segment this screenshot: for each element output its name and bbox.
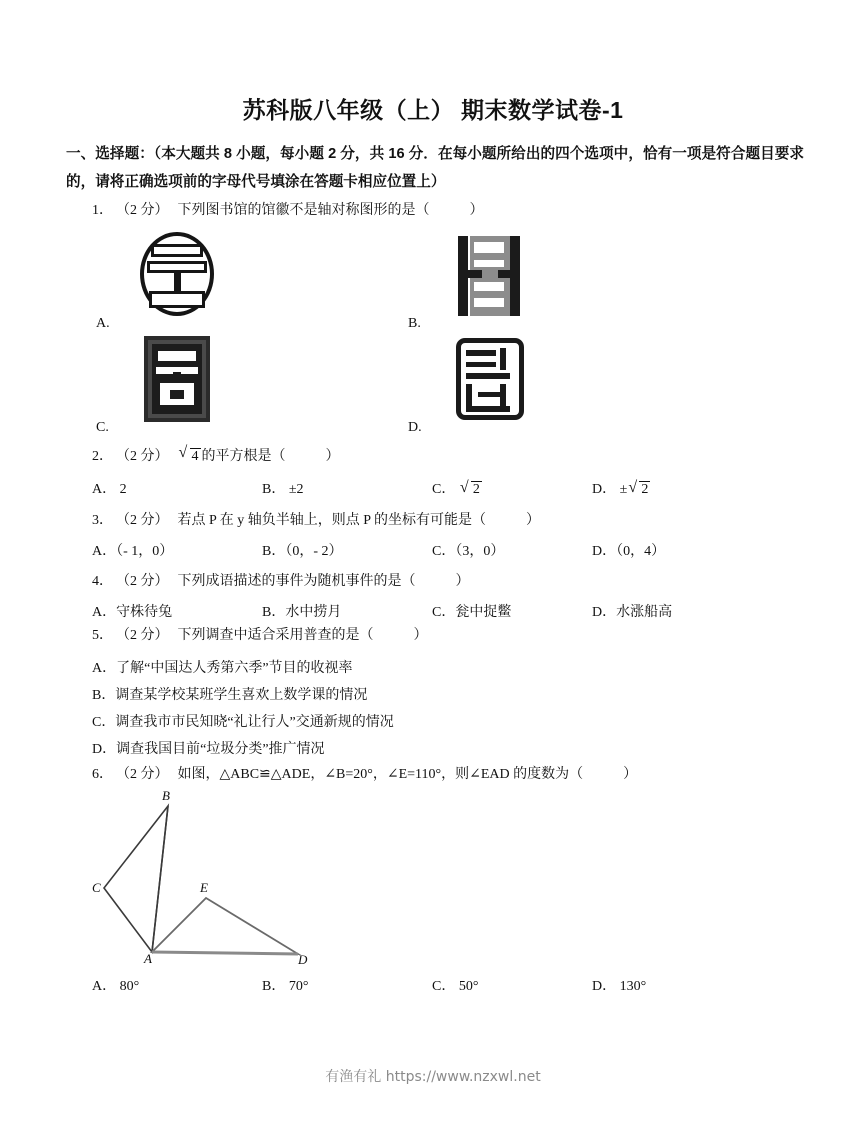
question-2-option-b-value: ±2 <box>288 482 304 497</box>
question-2-option-d-radicand: 2 <box>641 482 649 497</box>
question-2-stem <box>92 446 340 467</box>
question-2-options <box>92 478 832 500</box>
question-2-text: 的平方根是（ <box>201 449 286 464</box>
question-4-option-b[interactable] <box>262 601 341 621</box>
question-1-option-a-label: A. <box>96 316 110 331</box>
vertex-label-c: C <box>92 880 101 895</box>
question-2-radical: √ 4 的平方根是（ ） <box>178 444 340 464</box>
question-3-option-b-value: （0，- 2） <box>285 544 343 559</box>
question-4-options <box>92 601 832 623</box>
question-6-option-b[interactable] <box>262 975 308 995</box>
question-1-options-row-1 <box>92 230 832 332</box>
page-title: 苏科版八年级（上） 期末数学试卷-1 <box>242 97 624 123</box>
question-3-options <box>92 540 832 562</box>
question-1-option-d-label: D. <box>408 420 422 435</box>
question-3-option-c-value: （3，0） <box>455 544 505 559</box>
question-6-option-b-label: B． <box>262 979 286 994</box>
question-3-option-a-label: A． <box>92 544 117 559</box>
question-3-option-c[interactable] <box>432 540 504 560</box>
vertex-label-a: A <box>144 951 152 966</box>
question-1-option-d[interactable] <box>404 334 704 436</box>
question-6-option-c-label: C． <box>432 979 456 994</box>
question-1-score: （2 分） <box>116 203 169 218</box>
question-6-option-b-value: 70° <box>288 979 309 994</box>
question-5-text: 下列调查中适合采用普查的是（ <box>177 628 374 643</box>
question-1-text: 下列图书馆的馆徽不是轴对称图形的是（ <box>177 203 430 218</box>
question-3-option-d-label: D． <box>592 544 617 559</box>
question-4-option-a[interactable] <box>92 601 172 621</box>
question-1-option-a[interactable] <box>92 230 392 332</box>
question-6-stem <box>92 764 637 785</box>
question-2-radicand: 4 <box>191 449 199 464</box>
question-2-option-c-label: C． <box>432 482 456 497</box>
question-1-stem <box>92 200 484 221</box>
question-4-text: 下列成语描述的事件为随机事件的是（ <box>177 574 416 589</box>
question-5-option-c-value: 调查我市市民知晓“礼让行人”交通新规的情况 <box>115 715 394 730</box>
question-4-option-c-label: C． <box>432 605 456 620</box>
question-6-option-d-label: D． <box>592 979 617 994</box>
question-6-option-d-value: 130° <box>619 979 647 994</box>
question-2-option-b[interactable] <box>262 478 304 498</box>
question-2-option-d[interactable]: D． ± √ 2 <box>592 479 649 497</box>
question-6-option-a[interactable] <box>92 975 139 995</box>
question-1-option-b[interactable] <box>404 230 704 332</box>
question-5-option-d-label: D． <box>92 742 117 757</box>
question-2-number: 2． <box>92 449 113 464</box>
question-6-close: ） <box>623 767 638 782</box>
question-3-number: 3． <box>92 513 113 528</box>
question-5-option-b-value: 调查某学校某班学生喜欢上数学课的情况 <box>115 688 368 703</box>
question-3-close: ） <box>526 513 541 528</box>
vertex-label-b: B <box>162 788 170 803</box>
question-6-option-c-value: 50° <box>458 979 479 994</box>
question-5-close: ） <box>413 628 428 643</box>
question-4-close: ） <box>455 574 470 589</box>
question-3-option-d[interactable] <box>592 540 665 560</box>
question-1-option-c[interactable] <box>92 334 392 436</box>
question-3-score: （2 分） <box>116 513 169 528</box>
question-5-option-d[interactable] <box>92 738 394 765</box>
question-4-option-a-value: 守株待兔 <box>116 605 173 620</box>
question-1-close: ） <box>469 203 484 218</box>
question-5-stem <box>92 625 428 646</box>
question-2-option-b-label: B． <box>262 482 286 497</box>
section-heading: 一、选择题：（本大题共 8 小题，每小题 2 分，共 16 分．在每小题所给出的四个选项中，恰有一项是符合题目要求的，请将正确选项前的字母代号填涂在答题卡相应位置上） <box>66 146 804 190</box>
question-4-option-d-value: 水涨船高 <box>616 605 673 620</box>
question-5-option-b-label: B． <box>92 688 116 703</box>
question-2-close: ） <box>325 449 340 464</box>
question-3-option-a[interactable] <box>92 540 173 560</box>
library-emblem-rounded-square <box>446 334 538 426</box>
question-3-text: 若点 P 在 y 轴负半轴上，则点 P 的坐标有可能是（ <box>177 513 487 528</box>
question-6-option-a-label: A． <box>92 979 117 994</box>
question-3-option-a-value: （- 1，0） <box>116 544 174 559</box>
question-5-options <box>92 657 394 765</box>
question-3-option-d-value: （0，4） <box>616 544 666 559</box>
library-emblem-circular <box>134 230 226 322</box>
question-1-options-row-2 <box>92 334 832 436</box>
question-4-option-b-label: B． <box>262 605 286 620</box>
question-2-option-d-prefix: ± <box>619 482 628 497</box>
question-4-stem <box>92 571 470 592</box>
question-6-option-d[interactable] <box>592 975 646 995</box>
question-5-number: 5． <box>92 628 113 643</box>
question-3-stem <box>92 510 540 531</box>
question-5-option-a[interactable] <box>92 657 394 684</box>
question-5-option-d-value: 调查我国目前“垃圾分类”推广情况 <box>116 742 325 757</box>
question-6-option-a-value: 80° <box>119 979 140 994</box>
question-2-option-a[interactable] <box>92 478 127 498</box>
question-3-option-b[interactable] <box>262 540 343 560</box>
question-1-option-c-label: C. <box>96 420 109 435</box>
question-5-option-b[interactable] <box>92 684 394 711</box>
question-2-option-d-label: D． <box>592 482 617 497</box>
vertex-label-e: E <box>200 880 208 895</box>
question-4-option-b-value: 水中捞月 <box>285 605 342 620</box>
vertex-label-d: D <box>298 952 308 967</box>
question-4-score: （2 分） <box>116 574 169 589</box>
question-5-option-a-label: A． <box>92 661 117 676</box>
question-5-option-a-value: 了解“中国达人秀第六季”节目的收视率 <box>116 661 353 676</box>
question-1-number: 1． <box>92 203 113 218</box>
question-1-option-b-label: B. <box>408 316 421 331</box>
question-4-option-d[interactable] <box>592 601 672 621</box>
question-4-option-a-label: A． <box>92 605 117 620</box>
question-6-score: （2 分） <box>116 767 169 782</box>
congruent-triangles-diagram <box>92 784 392 966</box>
question-2-score: （2 分） <box>116 449 169 464</box>
question-2-option-c[interactable]: C． √ 2 <box>432 479 480 497</box>
question-3-option-b-label: B． <box>262 544 286 559</box>
question-2-option-a-label: A． <box>92 482 117 497</box>
question-5-option-c[interactable] <box>92 711 394 738</box>
question-6-option-c[interactable] <box>432 975 478 995</box>
question-6-options <box>92 975 832 997</box>
triangle-svg <box>92 784 392 966</box>
question-6-number: 6． <box>92 767 113 782</box>
question-4-option-d-label: D． <box>592 605 617 620</box>
question-4-option-c-value: 瓮中捉鳖 <box>455 605 512 620</box>
question-4-number: 4． <box>92 574 113 589</box>
question-6-text: 如图，△ABC≌△ADE，∠B=20°，∠E=110°，则∠EAD 的度数为（ <box>177 767 584 782</box>
question-4-option-c[interactable] <box>432 601 511 621</box>
question-5-option-c-label: C． <box>92 715 116 730</box>
library-emblem-beveled-frame <box>134 334 226 426</box>
question-2-option-a-value: 2 <box>119 482 127 497</box>
question-2-option-c-radicand: 2 <box>472 482 480 497</box>
question-5-score: （2 分） <box>116 628 169 643</box>
library-emblem-pillars <box>446 230 538 322</box>
footer-watermark: 有渔有礼 https://www.nzxwl.net <box>325 1069 541 1085</box>
question-3-option-c-label: C． <box>432 544 456 559</box>
